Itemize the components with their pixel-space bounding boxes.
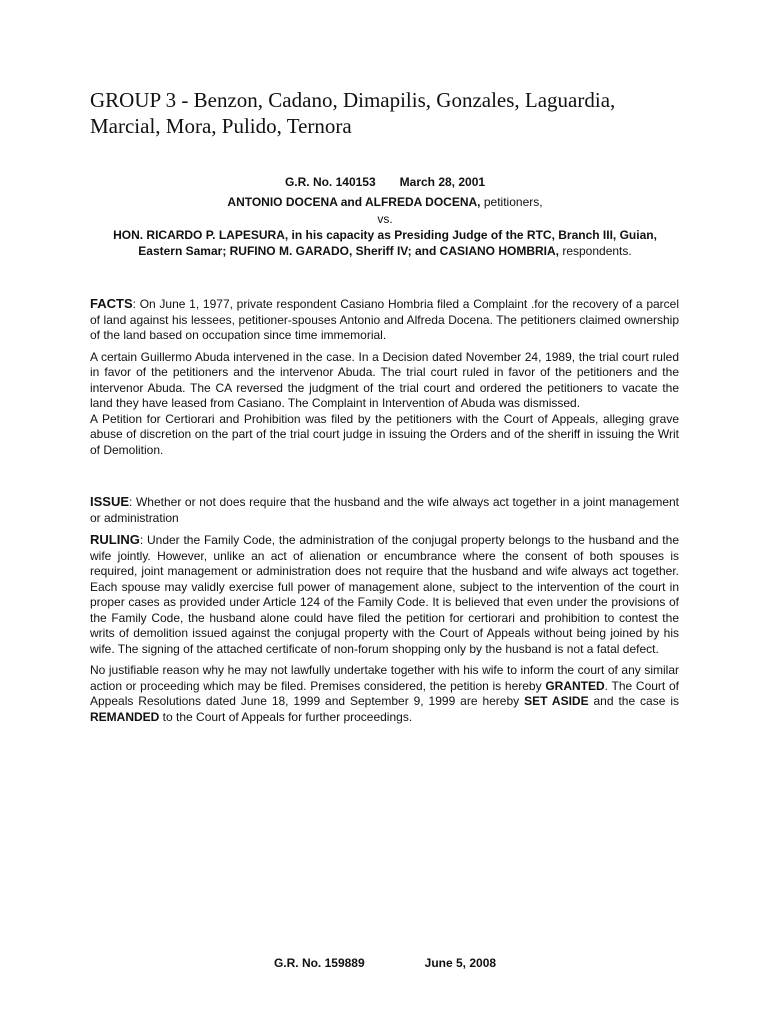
ruling-text: : Under the Family Code, the administration of the conjugal property belongs to the husband and the wife jointly. However, unlike an act of alienation or encumbrance where the consent of both spouses is required, joint management or administration does not require that the husband and wife always act together. Each spouse may validly exercise full power of management alone, subject to the intervention of the court in proper cases as provided under Article 124 of the Family Code. It is believed that even under the provisions of the Family Code, the husband alone could have filed the petition for certiorari and prohibition to contest the writs of demolition issued against the conjugal property with the Court of Appeals without being joined by his wife. The signing of the attached certificate of non-forum shopping only by the husband is not a fatal defect. [90, 533, 679, 656]
facts-text-1: : On June 1, 1977, private respondent Casiano Hombria filed a Complaint .for the recovery of a parcel of land against his lessees, petitioner-spouses Antonio and Alfreda Docena. The petitioners claimed ownership of the land based on occupation since time immemorial. [90, 297, 679, 342]
set-aside-text: SET ASIDE [524, 694, 589, 708]
facts-paragraph-1 [90, 296, 679, 344]
issue-paragraph [90, 494, 679, 526]
ruling-label: RULING [90, 532, 140, 547]
facts-paragraph-3: A Petition for Certiorari and Prohibition was filed by the petitioners with the Court of Appeals, alleging grave abuse of discretion on the part of the trial court judge in issuing the Orders and of the sheriff in issuing the Writ of Demolition. [90, 411, 679, 457]
granted-text: GRANTED [545, 678, 605, 693]
respondents-names: HON. RICARDO P. LAPESURA, in his capacity as Presiding Judge of the RTC, Branch III, Guian, Eastern Samar; RUFINO M. GARADO, Sheriff IV; and CASIANO HOMBRIA, [113, 228, 657, 258]
next-case-number-line [90, 955, 680, 971]
case-date: March 28, 2001 [399, 175, 486, 189]
petitioners-names: ANTONIO DOCENA and ALFREDA DOCENA, [227, 195, 481, 209]
issue-label: ISSUE [90, 494, 130, 509]
ruling-paragraph-2 [90, 663, 679, 725]
respondents-line [90, 227, 680, 259]
case-gr-number: G.R. No. 140153 [284, 175, 376, 189]
issue-text: : Whether or not does require that the husband and the wife always act together in a joint management or administration [90, 495, 679, 525]
petitioners-line [90, 194, 680, 210]
facts-paragraph-2: A certain Guillermo Abuda intervened in the case. In a Decision dated November 24, 1989, the trial court ruled in favor of the petitioners and the intervenor Abuda. The trial court ruled in favor of the petitioners and the intervenor Abuda. The CA reversed the judgment of the trial court and ordered the petitioners to vacate the land they have leased from Casiano. The Complaint in Intervention of Abuda was dismissed. [90, 349, 679, 410]
ruling-text-2d: to the Court of Appeals for further proceedings. [159, 709, 413, 724]
group-title: GROUP 3 - Benzon, Cadano, Dimapilis, Gonzales, Laguardia, Marcial, Mora, Pulido, Ternora [90, 88, 616, 138]
facts-label: FACTS [90, 296, 133, 311]
case-number-line [90, 174, 680, 190]
ruling-paragraph-1 [90, 532, 679, 657]
respondents-role: respondents. [562, 244, 632, 258]
issue-section [90, 494, 679, 532]
ruling-text-2a: No justifiable reason why he may not lawfully undertake together with his wife to inform the court of any similar action or proceeding which may be filed. Premises considered, the petition is hereby [90, 663, 679, 693]
remanded-text: REMANDED [90, 709, 160, 724]
ruling-text-2b: . The Court of Appeals Resolutions dated June 18, 1999 and September 9, 1999 are hereby [90, 678, 679, 708]
ruling-text-2c: and the case is [588, 694, 679, 708]
facts-section [90, 296, 679, 464]
next-case-gr-number: G.R. No. 159889 [273, 956, 365, 970]
versus-line: vs. [377, 212, 393, 226]
petitioners-role: petitioners, [483, 195, 543, 209]
next-case-date: June 5, 2008 [424, 956, 497, 970]
ruling-section [90, 532, 679, 731]
